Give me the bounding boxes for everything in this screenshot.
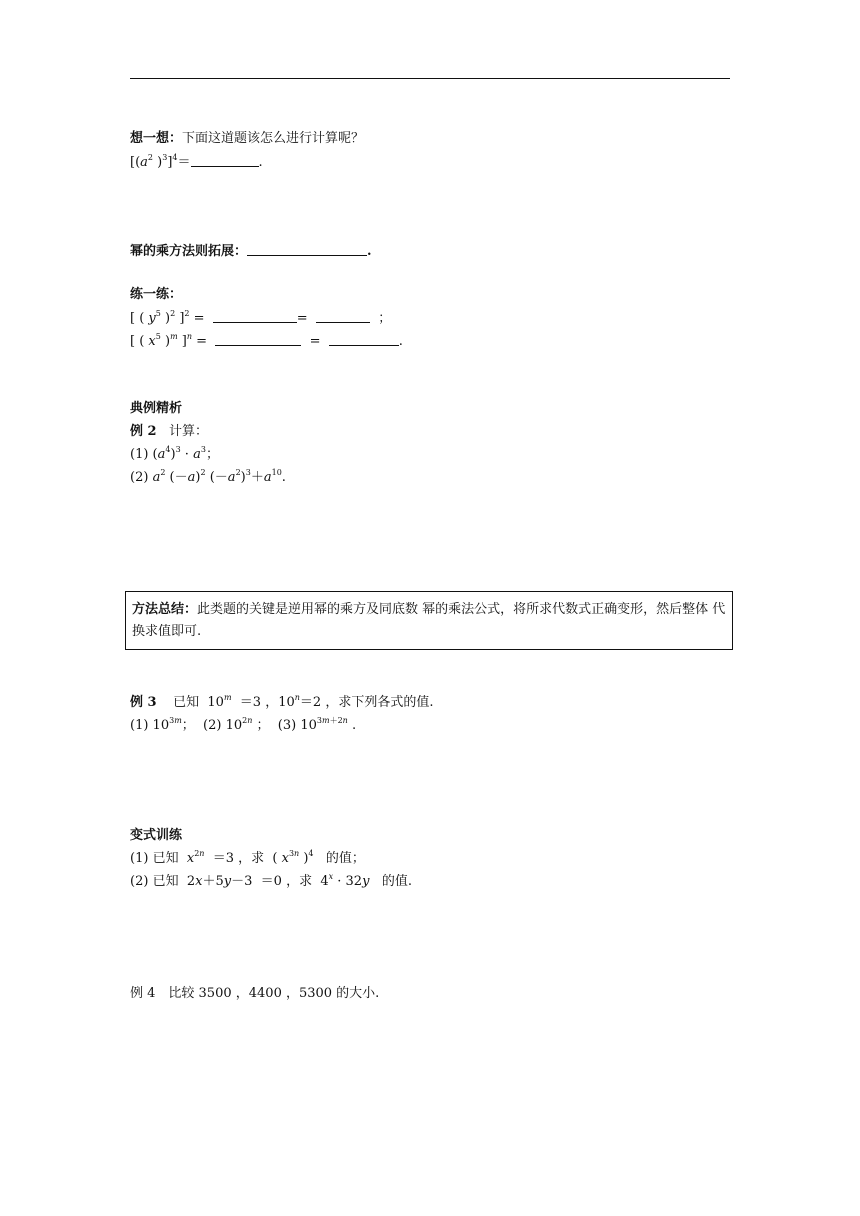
example-3-label: 例 3 — [130, 695, 157, 710]
header-rule — [130, 78, 730, 79]
example-2-label: 例 2 — [130, 424, 157, 439]
item-prefix: (1) — [130, 447, 149, 462]
practice-blank-1b[interactable] — [316, 310, 370, 323]
variant-2-known: 已知 — [152, 874, 179, 889]
practice-blank-1a[interactable] — [213, 310, 297, 323]
method-summary-box — [125, 591, 733, 650]
item-prefix: (2) — [130, 874, 149, 889]
think-formula: [($a^2$ )$^3$]$^4$＝ . — [130, 153, 263, 170]
summary-text: 此类题的关键是逆用幂的乘方及同底数 幂的乘法公式，将所求代数式正确变形，然后整体 代换求值即可. — [132, 602, 726, 639]
item-prefix: (2) — [130, 470, 149, 485]
extension-blank[interactable] — [247, 243, 367, 256]
example-2-text: 计算： — [168, 424, 208, 439]
example-4-line: 例 4 比较 3500 ，4400 ，5300 的大小. — [130, 986, 380, 1001]
item-prefix: (1) — [130, 851, 149, 866]
example-2-item-1: (1) $(a^4)^3 \cdot a^3$； — [130, 445, 219, 462]
variant-title: 变式训练 — [130, 828, 183, 843]
think-text: 下面这道题该怎么进行计算呢？ — [182, 131, 365, 146]
variant-item-2: (2) 已知 2x＋5y－3 ＝0 ，求 $4^x \cdot 32y$ 的值. — [130, 872, 412, 889]
example-2-line — [130, 423, 208, 441]
example-3-line: 例 3 已知 10$^m$ ＝3 ，$10^n=2$ ，求下列各式的值. — [130, 693, 434, 710]
variant-item-1: (1) 已知 $x^{2n} =3$ ，求 ( $x^{3n}$ )$^4$ 的值； — [130, 849, 365, 866]
practice-formula-1: [ ( $y^5$ )$^2$ ]$^2$ = = ； — [130, 309, 392, 326]
example-3-known: 已知 — [173, 695, 200, 710]
variant-1-end: 的值； — [325, 851, 365, 866]
practice-blank-2a[interactable] — [215, 333, 301, 346]
practice-formula-2: [ ( $x^5$ )$^m$ ]$^n$ = = . — [130, 332, 403, 349]
summary-label: 方法总结： — [132, 602, 198, 617]
examples-title: 典例精析 — [130, 401, 183, 416]
practice-blank-2b[interactable] — [329, 333, 399, 346]
variant-1-known: 已知 — [152, 851, 179, 866]
variant-2-end: 的值. — [381, 874, 412, 889]
think-line — [130, 130, 364, 148]
example-3-items: (1) $10^{3m}$； (2) $10^{2n}$ ； (3) $10^{3m+2n}$ . — [130, 716, 357, 733]
extension-line: 幂的乘方法则拓展： . — [130, 244, 372, 259]
practice-label: 练一练： — [130, 287, 183, 302]
think-label: 想一想： — [130, 131, 183, 146]
extension-label: 幂的乘方法则拓展： — [130, 244, 248, 259]
example-3-ask: ，求下列各式的值. — [325, 695, 434, 710]
example-2-item-2: (2) $a^2$ $(-a)^2$ $(-a^2)^3+a^{10}$. — [130, 468, 286, 485]
variant-1-ask: ，求 — [238, 851, 265, 866]
variant-2-ask: ，求 — [286, 874, 313, 889]
answer-blank[interactable] — [191, 154, 259, 167]
